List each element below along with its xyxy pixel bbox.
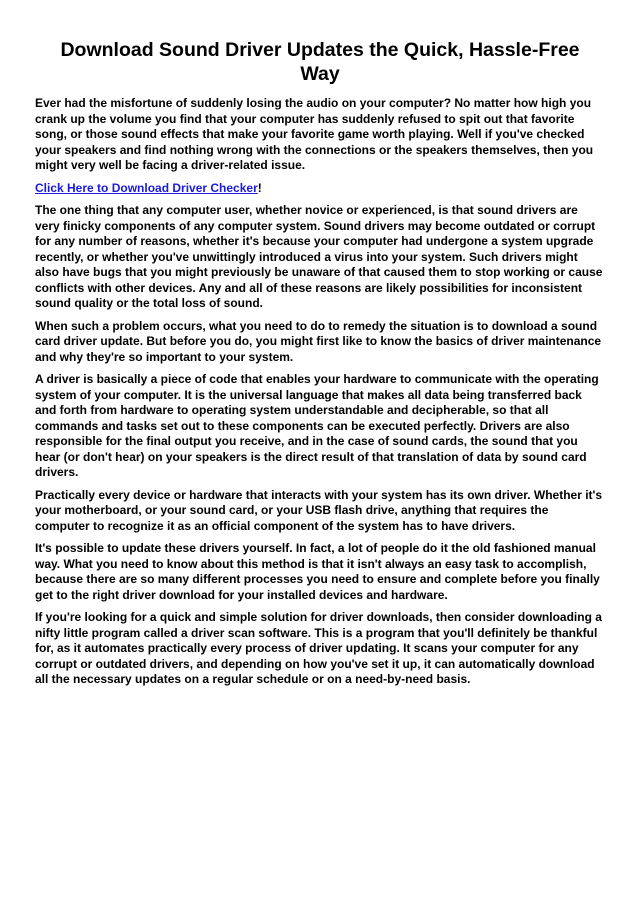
paragraph-intro: Ever had the misfortune of suddenly losing the audio on your computer? No matter how high you crank up the volume you find that your computer has suddenly refused to spit out that favorite song, or those sound effects that make your favorite game worth playing. Well if you've checked your speakers and find nothing wrong with the connections or the speakers themselves, then you might very well be facing a driver-related issue. <box>35 96 594 172</box>
paragraph-driver-scan-software: If you're looking for a quick and simple solution for driver downloads, then consider downloading a nifty little program called a driver scan software. This is a program that you'll definitely be thankful for, as it automates practically every process of driver updating. It scans your computer for any corrupt or outdated drivers, and depending on how you've set it up, it can automatically download all the necessary updates on a regular schedule or on a need-by-need basis. <box>35 610 602 686</box>
download-driver-checker-link[interactable]: Click Here to Download Driver Checker <box>35 180 258 195</box>
paragraph-every-device: Practically every device or hardware that interacts with your system has its own driver. Whether it's your motherboard, or your sound card, or your USB flash drive, anything that requires the computer to recognize it as an official component of the system has to have drivers. <box>35 487 603 533</box>
paragraph-what-is-driver: A driver is basically a piece of code that enables your hardware to communicate with the operating system of your computer. It is the universal language that makes all data being transferred back and forth from hardware to operating system understandable and decipherable, so that all commands and tasks set out to these components can be executed perfectly. Drivers are also responsible for the final output you receive, and in the case of sound cards, the sound that you hear (or don't hear) on your speakers is the direct result of that translation of data by sound card drivers. <box>35 372 599 479</box>
download-link-line <box>35 181 605 197</box>
document-page <box>35 38 605 695</box>
paragraph-manual-update: It's possible to update these drivers yourself. In fact, a lot of people do it the old fashioned manual way. What you need to know about this method is that it isn't always an easy task to accomplish, because there are so many different processes you need to ensure and complete before you finally get to the right driver download for your installed devices and hardware. <box>35 541 600 602</box>
page-title: Download Sound Driver Updates the Quick, Hassle-Free Way <box>60 39 580 85</box>
link-suffix: ! <box>257 180 262 195</box>
paragraph-remedy: When such a problem occurs, what you need to do to remedy the situation is to download a sound card driver update. But before you do, you might first like to know the basics of driver maintenance and why they're so important to your system. <box>35 318 602 364</box>
paragraph-sound-drivers: The one thing that any computer user, whether novice or experienced, is that sound drivers are very finicky components of any computer system. Sound drivers may become outdated or corrupt for any number of reasons, whether it's because your computer had undergone a system upgrade recently, or whether you've unwittingly introduced a virus into your system. Such drivers might also have bugs that you might previously be unaware of that caused them to stop working or cause conflicts with other devices. Any and all of these reasons are likely possibilities for inconsistent sound quality or the total loss of sound. <box>35 203 603 310</box>
